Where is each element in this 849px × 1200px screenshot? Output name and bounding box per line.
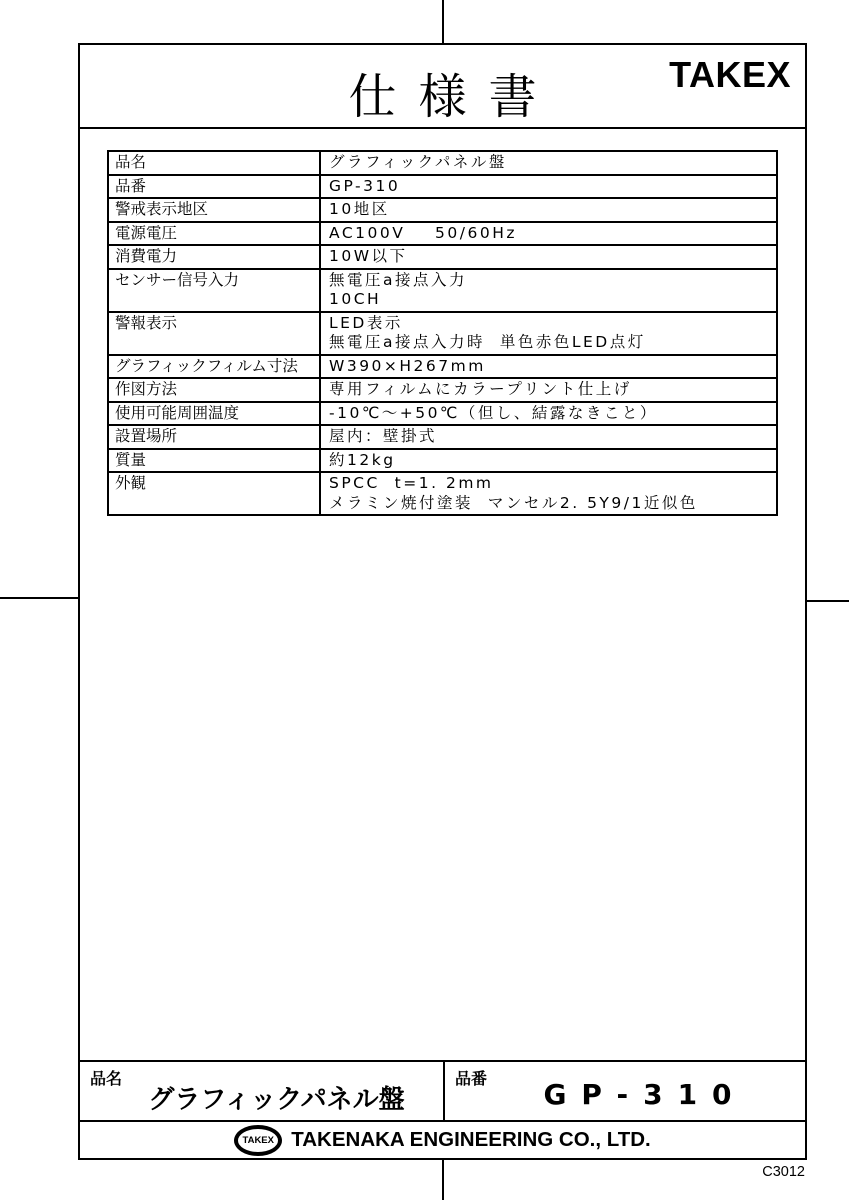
takex-oval-logo-text: TAKEX xyxy=(242,1134,274,1146)
spec-value-line: グラフィックパネル盤 xyxy=(329,153,507,171)
spec-value xyxy=(320,222,777,246)
spec-value-line: 約12kg xyxy=(329,450,396,469)
spec-value xyxy=(320,402,777,426)
spec-value xyxy=(320,198,777,222)
document-header xyxy=(80,45,805,129)
table-row xyxy=(108,378,777,402)
spec-label: 設置場所 xyxy=(108,425,320,449)
spec-label: 作図方法 xyxy=(108,378,320,402)
table-row xyxy=(108,402,777,426)
table-row xyxy=(108,151,777,175)
table-row xyxy=(108,449,777,473)
product-name-value: グラフィックパネル盤 xyxy=(148,1085,405,1115)
spec-value xyxy=(320,425,777,449)
crop-mark-left xyxy=(0,597,80,599)
spec-value-line: -10℃～+50℃（但し、結露なきこと） xyxy=(329,403,658,422)
spec-value xyxy=(320,449,777,473)
spec-label: 消費電力 xyxy=(108,245,320,269)
spec-value xyxy=(320,378,777,402)
spec-label: 警報表示 xyxy=(108,312,320,355)
document-code: C3012 xyxy=(762,1164,805,1180)
spec-value xyxy=(320,245,777,269)
spec-value-line: 10地区 xyxy=(329,200,390,218)
table-row xyxy=(108,245,777,269)
spec-value xyxy=(320,269,777,312)
spec-value xyxy=(320,151,777,175)
spec-label: 電源電圧 xyxy=(108,222,320,246)
footer-titleblock xyxy=(80,1060,805,1120)
spec-value xyxy=(320,312,777,355)
product-name-label: 品名 xyxy=(90,1069,123,1088)
footer-company-band xyxy=(80,1120,805,1158)
table-row xyxy=(108,312,777,355)
spec-label: 警戒表示地区 xyxy=(108,198,320,222)
spec-value-line: W390×H267mm xyxy=(329,356,486,375)
document-frame xyxy=(78,43,807,1160)
crop-mark-bottom xyxy=(442,1158,444,1200)
table-row xyxy=(108,472,777,515)
spec-value-line: GP-310 xyxy=(329,176,401,195)
page-title: 仕様書 xyxy=(348,69,559,125)
spec-value-line: 10CH xyxy=(329,290,382,308)
table-row xyxy=(108,175,777,199)
crop-mark-right xyxy=(806,600,849,602)
spec-label: 外観 xyxy=(108,472,320,515)
spec-value-line: 屋内：壁掛式 xyxy=(329,427,438,445)
crop-mark-top xyxy=(442,0,444,44)
spec-value-line: 10W以下 xyxy=(329,247,408,265)
takex-oval-logo-icon xyxy=(234,1125,282,1156)
spec-label: 品名 xyxy=(108,151,320,175)
spec-label: グラフィックフィルム寸法 xyxy=(108,355,320,379)
spec-value-line: 専用フィルムにカラープリント仕上げ xyxy=(329,380,632,398)
table-row xyxy=(108,425,777,449)
product-model-cell xyxy=(445,1062,805,1120)
spec-value-line: LED表示 xyxy=(329,313,403,332)
company-name: TAKENAKA ENGINEERING CO., LTD. xyxy=(291,1128,651,1151)
spec-value xyxy=(320,355,777,379)
spec-label: 使用可能周囲温度 xyxy=(108,402,320,426)
spec-value xyxy=(320,472,777,515)
product-model-label: 品番 xyxy=(455,1069,488,1088)
spec-value-line: 無電圧a接点入力 xyxy=(329,270,467,289)
spec-value-line: メラミン焼付塗装 マンセル2. 5Y9/1近似色 xyxy=(329,493,698,512)
product-name-cell xyxy=(80,1062,445,1120)
spec-value-line: 無電圧a接点入力時 単色赤色LED点灯 xyxy=(329,333,646,351)
spec-label: 品番 xyxy=(108,175,320,199)
table-row xyxy=(108,355,777,379)
spec-value xyxy=(320,175,777,199)
takex-brand-logo: TAKEX xyxy=(669,54,791,95)
table-row xyxy=(108,198,777,222)
spec-label: 質量 xyxy=(108,449,320,473)
table-row xyxy=(108,269,777,312)
spec-value-line: SPCC t=1. 2mm xyxy=(329,474,494,492)
spec-label: センサー信号入力 xyxy=(108,269,320,312)
table-row xyxy=(108,222,777,246)
spec-table xyxy=(107,150,778,516)
product-model-value: GP-310 xyxy=(543,1078,747,1111)
spec-value-line: AC100V 50/60Hz xyxy=(329,223,518,242)
